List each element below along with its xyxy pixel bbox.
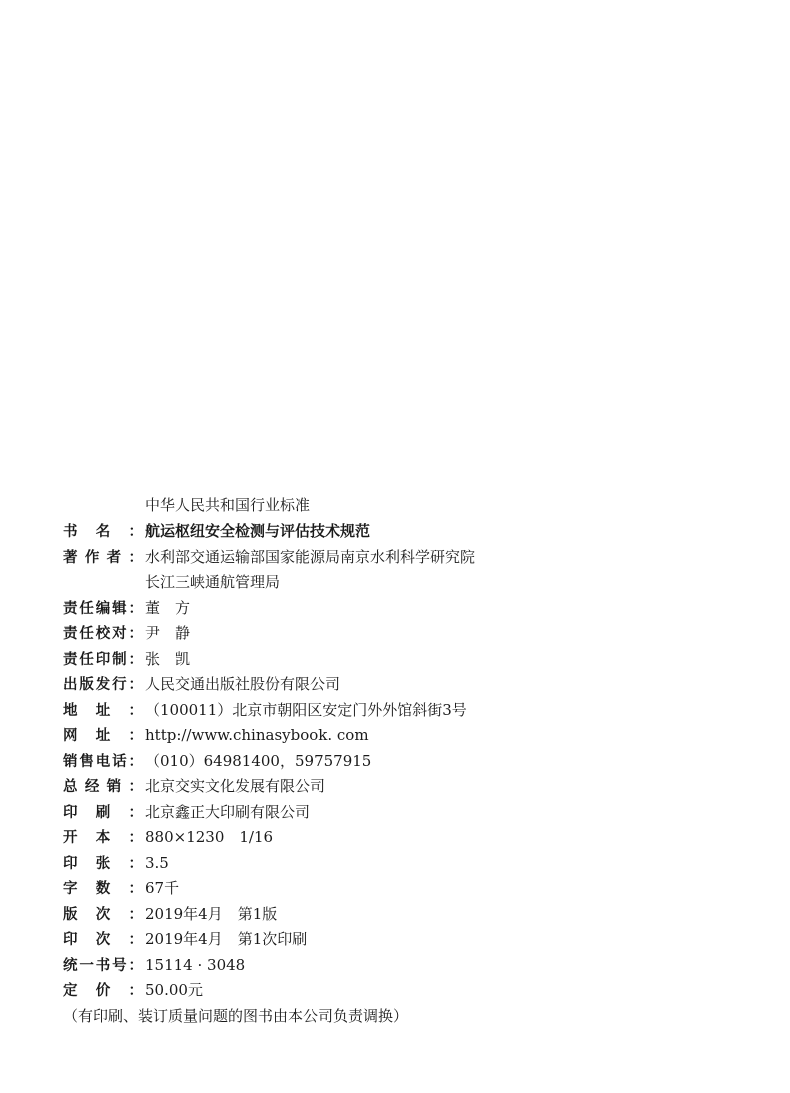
colophon-label-sales-phone: 销 售 电 话 ： <box>63 753 143 770</box>
colophon-row-author <box>63 545 743 571</box>
colophon-row-proofreader <box>63 621 743 647</box>
colophon-label-printer: 印 刷 ： <box>63 804 143 821</box>
colophon-value-website: http://www.chinasybook. com <box>145 726 369 744</box>
colophon-value-author: 水利部交通运输部国家能源局南京水利科学研究院 <box>145 547 476 566</box>
colophon-value-format: 880×1230 1/16 <box>145 828 274 846</box>
colophon-label-sheets: 印 张 ： <box>63 855 143 872</box>
colophon-value-book-number: 15114 · 3048 <box>145 955 246 974</box>
colophon-row-book-number <box>63 953 743 979</box>
colophon-row-printer <box>63 800 743 826</box>
colophon-row-printing-supervisor <box>63 647 743 673</box>
cip-data-block <box>63 519 743 1029</box>
colophon-label-edition: 版 次 ： <box>63 906 143 923</box>
colophon-label-distributor: 总 经 销 ： <box>63 779 143 795</box>
colophon-label-proofreader: 责 任 校 对 ： <box>63 626 143 642</box>
colophon-row-edition <box>63 902 743 928</box>
colophon-row-website <box>63 723 743 749</box>
colophon-label-format: 开 本 ： <box>63 830 143 846</box>
colophon-value-sheets: 3.5 <box>145 853 169 872</box>
colophon-value-distributor: 北京交实文化发展有限公司 <box>145 777 326 795</box>
colophon-label-book-title: 书 名 ： <box>63 524 143 540</box>
colophon-value-edition: 2019年4月 第1版 <box>145 904 278 923</box>
colophon-value-printing-supervisor: 张 凯 <box>145 649 191 668</box>
colophon-value-author-2: 长江三峡通航管理局 <box>145 573 281 591</box>
colophon-value-sales-phone: （010）64981400，59757915 <box>145 751 372 770</box>
colophon-label-impression: 印 次 ： <box>63 932 143 948</box>
colophon-row-distributor <box>63 774 743 800</box>
colophon-row-sales-phone <box>63 749 743 775</box>
colophon-label-editor: 责 任 编 辑 ： <box>63 600 143 617</box>
colophon-row-sheets <box>63 851 743 877</box>
colophon-value-price: 50.00元 <box>145 981 203 999</box>
colophon-label-publisher: 出 版 发 行 ： <box>63 677 143 693</box>
colophon-row-word-count <box>63 876 743 902</box>
colophon-value-editor: 董 方 <box>145 598 191 617</box>
colophon-row-book-title <box>63 519 743 545</box>
colophon-row-publisher <box>63 672 743 698</box>
colophon-label-printing-supervisor: 责 任 印 制 ： <box>63 651 143 668</box>
colophon-row-impression <box>63 927 743 953</box>
colophon-label-website: 网 址 ： <box>63 728 143 744</box>
colophon-row-price <box>63 978 743 1004</box>
colophon-value-printer: 北京鑫正大印刷有限公司 <box>145 802 311 821</box>
colophon-value-proofreader: 尹 静 <box>145 624 191 642</box>
colophon-row-author-2 <box>63 570 743 596</box>
colophon-label-book-number: 统 一 书 号 ： <box>63 957 143 974</box>
colophon-row-address <box>63 698 743 724</box>
colophon-value-word-count: 67千 <box>145 879 180 897</box>
colophon-value-address: （100011）北京市朝阳区安定门外外馆斜街3号 <box>145 700 467 719</box>
colophon-value-publisher: 人民交通出版社股份有限公司 <box>145 675 341 693</box>
colophon-value-book-title: 航运枢纽安全检测与评估技术规范 <box>145 522 371 540</box>
colophon-label-word-count: 字 数 ： <box>63 881 143 897</box>
standard-series: 中华人民共和国行业标准 <box>145 496 311 514</box>
colophon-row-format <box>63 825 743 851</box>
colophon-row-editor <box>63 596 743 622</box>
quality-note: （有印刷、装订质量问题的图书由本公司负责调换） <box>63 1006 409 1025</box>
colophon-label-author: 著 作 者 ： <box>63 549 143 566</box>
colophon-label-price: 定 价 ： <box>63 983 143 999</box>
colophon-value-impression: 2019年4月 第1次印刷 <box>145 930 308 948</box>
colophon-label-address: 地 址 ： <box>63 702 143 719</box>
